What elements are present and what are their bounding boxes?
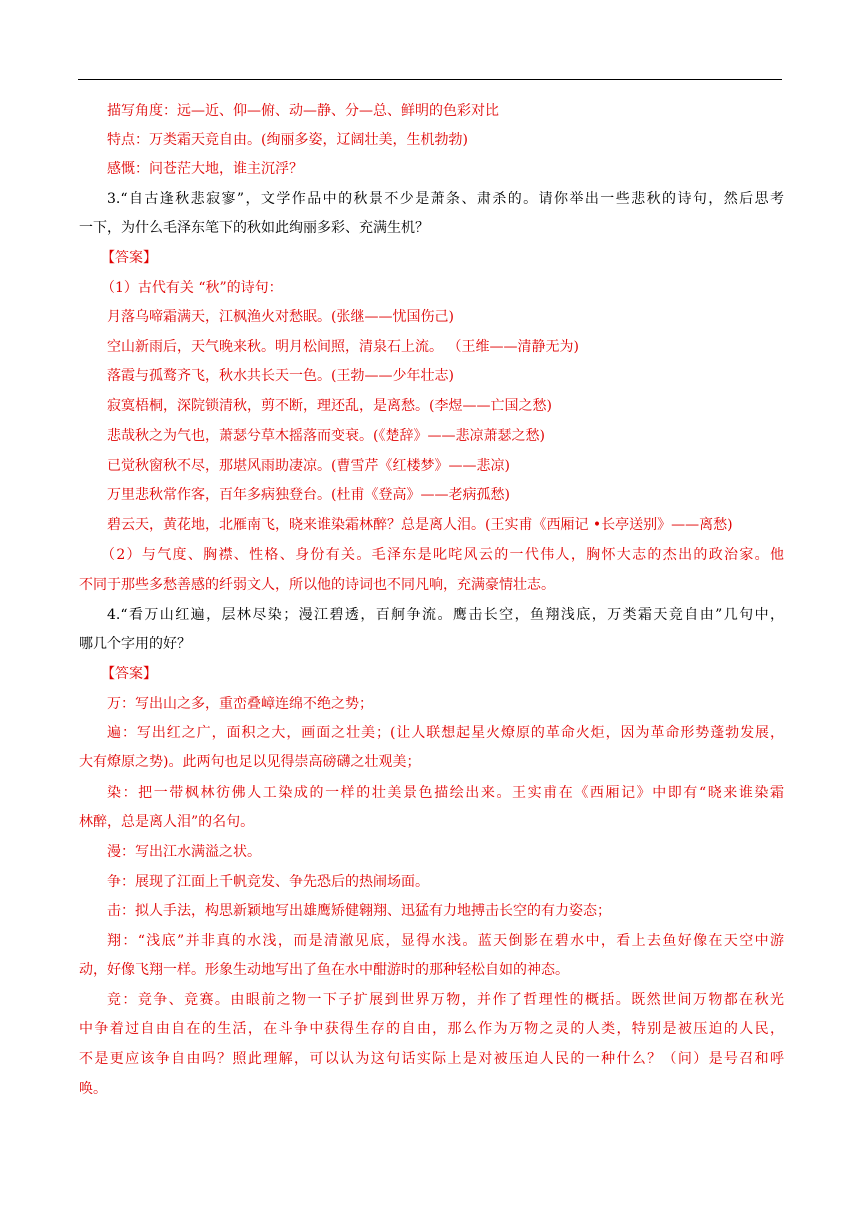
answer-item-jing-cont: 唤。 xyxy=(79,1081,107,1097)
poem-line: 落霞与孤鹜齐飞，秋水共长天一色。(王勃——少年壮志) xyxy=(107,368,454,384)
answer-item-jing-cont: 中争着过自由自在的生活，在斗争中获得生存的自由，那么作为万物之灵的人类，特别是被压迫的人民， xyxy=(79,1021,784,1037)
poem-line: 空山新雨后，天气晚来秋。明月松间照，清泉石上流。 （王维——清静无为) xyxy=(107,339,579,355)
sentiment-line: 感慨：问苍茫大地，谁主沉浮？ xyxy=(107,161,303,177)
q4-answer-tag: 【答案】 xyxy=(101,666,157,682)
answer-item-zheng: 争：展现了江面上千帆竞发、争先恐后的热闹场面。 xyxy=(107,874,429,890)
answer-item-wan: 万：写出山之多，重峦叠嶂连绵不绝之势； xyxy=(107,696,373,712)
poem-line: 碧云天，黄花地，北雁南飞，晓来谁染霜林醉？总是离人泪。(王实甫《西厢记 •长亭送别》——离愁) xyxy=(107,517,733,533)
answer-item-ran: 染：把一带枫林彷佛人工染成的一样的壮美景色描绘出来。王实甫在《西厢记》中即有“晓来谁染霜 xyxy=(107,785,784,801)
answer-item-ran-cont: 林醉，总是离人泪”的名句。 xyxy=(79,814,255,830)
poem-line: 月落乌啼霜满天，江枫渔火对愁眠。(张继——忧国伤己) xyxy=(107,309,454,325)
header-rule xyxy=(78,79,782,80)
poem-line: 万里悲秋常作客，百年多病独登台。(杜甫《登高》——老病孤愁) xyxy=(107,487,510,503)
poem-line: 悲哉秋之为气也，萧瑟兮草木摇落而变衰。(《楚辞》——悲凉萧瑟之愁) xyxy=(107,428,545,444)
poem-line: 寂寞梧桐，深院锁清秋，剪不断，理还乱，是离愁。(李煜——亡国之愁) xyxy=(107,398,552,414)
question-4-line-1: 4.“看万山红遍，层林尽染；漫江碧透，百舸争流。鹰击长空，鱼翔浅底，万类霜天竞自由”几句中， xyxy=(107,607,784,623)
question-4-line-2: 哪几个字用的好？ xyxy=(79,636,191,652)
answer-item-jing: 竞：竞争、竞赛。由眼前之物一下子扩展到世界万物，并作了哲理性的概括。既然世间万物都在秋光 xyxy=(107,992,784,1008)
question-3-line-2: 一下，为什么毛泽东笔下的秋如此绚丽多彩、充满生机？ xyxy=(79,220,429,236)
q3-answer-tag: 【答案】 xyxy=(101,250,157,266)
features-line: 特点：万类霜天竞自由。(绚丽多姿，辽阔壮美，生机勃勃) xyxy=(107,132,468,148)
answer-item-ji: 击：拟人手法，构思新颖地写出雄鹰矫健翱翔、迅猛有力地搏击长空的有力姿态； xyxy=(107,903,611,919)
q3-part2-line-1: （2）与气度、胸襟、性格、身份有关。毛泽东是叱咤风云的一代伟人，胸怀大志的杰出的政治家。他 xyxy=(101,547,784,563)
answer-item-man: 漫：写出江水满溢之状。 xyxy=(107,844,261,860)
answer-item-xiang: 翔：“浅底”并非真的水浅，而是清澈见底，显得水浅。蓝天倒影在碧水中，看上去鱼好像在天空中游 xyxy=(107,933,784,949)
poem-line: 已觉秋窗秋不尽，那堪风雨助凄凉。(曹雪芹《红楼梦》——悲凉) xyxy=(107,458,510,474)
describe-angle-line: 描写角度：远—近、仰—俯、动—静、分—总、鲜明的色彩对比 xyxy=(107,103,499,119)
q3-part1-title: （1）古代有关 “秋”的诗句： xyxy=(101,280,283,296)
answer-item-bian: 遍：写出红之广，面积之大，画面之壮美；(让人联想起星火燎原的革命火炬，因为革命形势蓬勃发展， xyxy=(107,725,784,741)
q3-part2-line-2: 不同于那些多愁善感的纤弱文人，所以他的诗词也不同凡响，充满豪情壮志。 xyxy=(79,577,555,593)
answer-item-bian-cont: 大有燎原之势)。此两句也足以见得崇高磅礴之壮观美； xyxy=(79,754,421,770)
answer-item-xiang-cont: 动，好像飞翔一样。形象生动地写出了鱼在水中酣游时的那种轻松自如的神态。 xyxy=(79,962,569,978)
answer-item-jing-cont: 不是更应该争自由吗？照此理解，可以认为这句话实际上是对被压迫人民的一种什么？（问）是号召和呼 xyxy=(79,1051,784,1067)
question-3-line-1: 3.“自古逢秋悲寂寥”，文学作品中的秋景不少是萧条、肃杀的。请你举出一些悲秋的诗句，然后思考 xyxy=(107,191,784,207)
